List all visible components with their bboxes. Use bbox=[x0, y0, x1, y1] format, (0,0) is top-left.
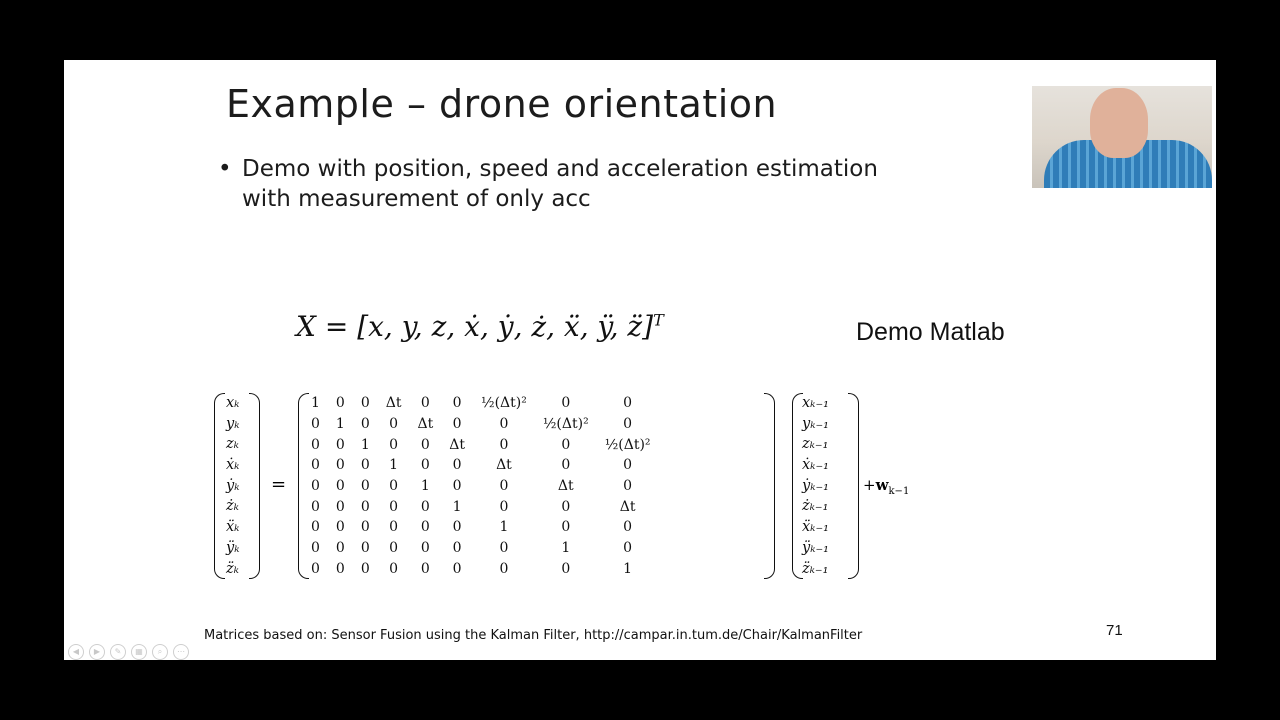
matrix-cell: 0 bbox=[452, 395, 462, 412]
matrix-cell: 0 bbox=[389, 540, 399, 557]
matrix-cell: 0 bbox=[452, 478, 462, 495]
matrix-cell: 0 bbox=[561, 436, 571, 453]
more-options-icon[interactable]: ⋯ bbox=[173, 644, 189, 660]
matrix-cell: 1 bbox=[499, 519, 509, 536]
demo-matlab-label: Demo Matlab bbox=[856, 318, 1005, 346]
matrix-cell: 0 bbox=[311, 457, 320, 474]
matrix-cell: 0 bbox=[499, 540, 509, 557]
matrix-cell: Δt bbox=[449, 436, 466, 453]
matrix-cell: 0 bbox=[623, 540, 633, 557]
matrix-cell: 0 bbox=[389, 498, 399, 515]
matrix-cell: 0 bbox=[311, 416, 320, 433]
matrix-row bbox=[303, 455, 659, 476]
matrix-cell: Δt bbox=[619, 498, 636, 515]
rhs-vector-entry: zₖ₋₁ bbox=[802, 436, 829, 453]
matrix-cell: 0 bbox=[561, 498, 571, 515]
lhs-state-vector bbox=[226, 393, 239, 579]
matrix-cell: 0 bbox=[420, 560, 430, 577]
rhs-vector-entry: z̈ₖ₋₁ bbox=[802, 560, 829, 577]
matrix-row bbox=[303, 393, 659, 414]
transpose-superscript: T bbox=[653, 310, 664, 330]
matrix-cell: 0 bbox=[623, 457, 633, 474]
matrix-cell: 0 bbox=[360, 416, 370, 433]
process-noise-term bbox=[863, 476, 909, 497]
matrix-cell: Δt bbox=[557, 478, 574, 495]
matrix-cell: 1 bbox=[623, 560, 633, 577]
matrix-row bbox=[303, 414, 659, 435]
presentation-slide bbox=[64, 60, 1216, 660]
pen-icon[interactable]: ✎ bbox=[110, 644, 126, 660]
matrix-cell: 0 bbox=[360, 560, 370, 577]
rhs-vector-entry: żₖ₋₁ bbox=[802, 498, 829, 515]
matrix-row bbox=[303, 559, 659, 580]
matrix-cell: 0 bbox=[561, 560, 571, 577]
matrix-cell: 0 bbox=[499, 498, 509, 515]
slides-grid-icon[interactable]: ▦ bbox=[131, 644, 147, 660]
matrix-cell: 0 bbox=[389, 416, 399, 433]
matrix-cell: 1 bbox=[360, 436, 370, 453]
matrix-cell: 0 bbox=[420, 540, 430, 557]
slideshow-toolbar bbox=[68, 644, 189, 660]
matrix-cell: 0 bbox=[623, 395, 633, 412]
matrix-cell: ½(Δt)² bbox=[604, 436, 651, 453]
lhs-vector-entry: żₖ bbox=[226, 498, 239, 515]
rhs-vector-entry: ẍₖ₋₁ bbox=[802, 519, 829, 536]
matrix-cell: 0 bbox=[311, 540, 320, 557]
matrix-cell: 0 bbox=[335, 457, 345, 474]
matrix-cell: 0 bbox=[420, 436, 430, 453]
lhs-vector-entry: z̈ₖ bbox=[226, 560, 239, 577]
equals-sign: = bbox=[271, 474, 287, 495]
lhs-vector-entry: ÿₖ bbox=[226, 539, 240, 556]
matrix-row bbox=[303, 496, 659, 517]
bullet-line-2: with measurement of only acc bbox=[242, 186, 591, 212]
matrix-cell: Δt bbox=[417, 416, 434, 433]
matrix-cell: 0 bbox=[623, 478, 633, 495]
matrix-cell: Δt bbox=[496, 457, 512, 474]
matrix-cell: 0 bbox=[335, 478, 345, 495]
matrix-cell: 0 bbox=[335, 519, 345, 536]
matrix-cell: 0 bbox=[420, 457, 430, 474]
matrix-cell: 0 bbox=[420, 395, 430, 412]
rhs-vector-entry: ÿₖ₋₁ bbox=[802, 539, 829, 556]
matrix-row bbox=[303, 434, 659, 455]
matrix-cell: 0 bbox=[452, 416, 462, 433]
matrix-cell: 0 bbox=[561, 519, 571, 536]
matrix-row bbox=[303, 538, 659, 559]
noise-plus: + bbox=[863, 476, 876, 494]
matrix-cell: 0 bbox=[311, 436, 320, 453]
noise-subscript: k−1 bbox=[888, 486, 910, 497]
matrix-cell: 0 bbox=[360, 395, 370, 412]
matrix-cell: 0 bbox=[335, 560, 345, 577]
state-vector-equation bbox=[296, 310, 664, 343]
matrix-cell: 0 bbox=[360, 540, 370, 557]
matrix-cell: 0 bbox=[623, 416, 633, 433]
footnote-reference: Matrices based on: Sensor Fusion using the Kalman Filter, http://campar.in.tum.de/Chair/KalmanFilter bbox=[204, 628, 863, 643]
matrix-cell: 1 bbox=[452, 498, 462, 515]
page-number: 71 bbox=[1106, 622, 1123, 639]
presenter-head bbox=[1090, 88, 1148, 158]
matrix-cell: 0 bbox=[360, 457, 370, 474]
bullet-dot: • bbox=[218, 156, 232, 182]
bullet-line-1: Demo with position, speed and acceleration estimation bbox=[242, 156, 878, 182]
matrix-cell: 1 bbox=[335, 416, 345, 433]
lhs-right-paren bbox=[249, 393, 260, 579]
matrix-cell: 0 bbox=[311, 560, 320, 577]
matrix-cell: 0 bbox=[389, 478, 399, 495]
matrix-cell: 0 bbox=[499, 436, 509, 453]
matrix-cell: 0 bbox=[360, 519, 370, 536]
matrix-cell: 0 bbox=[389, 519, 399, 536]
rhs-vector-entry: ẋₖ₋₁ bbox=[802, 457, 829, 474]
matrix-cell: 0 bbox=[561, 395, 571, 412]
matrix-cell: 0 bbox=[499, 560, 509, 577]
rhs-state-vector bbox=[802, 393, 829, 579]
rhs-vector-entry: ẏₖ₋₁ bbox=[802, 477, 829, 494]
matrix-cell: 0 bbox=[389, 560, 399, 577]
matrix-cell: 0 bbox=[420, 498, 430, 515]
bullet-point bbox=[218, 154, 878, 214]
matrix-cell: 0 bbox=[499, 478, 509, 495]
matrix-cell: 0 bbox=[389, 436, 399, 453]
matrix-row bbox=[303, 476, 659, 497]
matrix-cell: 0 bbox=[360, 498, 370, 515]
matrix-row bbox=[303, 517, 659, 538]
matrix-cell: Δt bbox=[385, 395, 402, 412]
lhs-left-paren bbox=[214, 393, 225, 579]
matrix-cell: 1 bbox=[420, 478, 430, 495]
matrix-cell: 0 bbox=[452, 560, 462, 577]
matrix-cell: 1 bbox=[389, 457, 399, 474]
matrix-cell: 0 bbox=[335, 395, 345, 412]
matrix-cell: 0 bbox=[311, 478, 320, 495]
matrix-cell: 0 bbox=[360, 478, 370, 495]
lhs-vector-entry: yₖ bbox=[226, 415, 240, 432]
matrix-right-paren bbox=[764, 393, 775, 579]
matrix-cell: 0 bbox=[335, 436, 345, 453]
matrix-cell: 0 bbox=[311, 519, 320, 536]
noise-symbol: w bbox=[875, 476, 889, 494]
rhs-vector-entry: xₖ₋₁ bbox=[802, 395, 829, 411]
next-slide-icon[interactable]: ▶ bbox=[89, 644, 105, 660]
lhs-vector-entry: ẍₖ bbox=[226, 519, 240, 536]
matrix-cell: 0 bbox=[452, 457, 462, 474]
matrix-cell: 1 bbox=[561, 540, 571, 557]
lhs-vector-entry: ẏₖ bbox=[226, 477, 240, 494]
matrix-cell: 0 bbox=[623, 519, 633, 536]
matrix-cell: 0 bbox=[335, 498, 345, 515]
matrix-cell: 0 bbox=[499, 416, 509, 433]
matrix-cell: ½(Δt)² bbox=[481, 395, 527, 412]
state-equation-text: X = [x, y, z, ẋ, ẏ, ż, ẍ, ÿ, z̈] bbox=[296, 310, 654, 343]
matrix-cell: 0 bbox=[335, 540, 345, 557]
rhs-right-paren bbox=[848, 393, 859, 579]
previous-slide-icon[interactable]: ◀ bbox=[68, 644, 84, 660]
matrix-cell: 0 bbox=[452, 519, 462, 536]
matrix-cell: 0 bbox=[311, 498, 320, 515]
rhs-vector-entry: yₖ₋₁ bbox=[802, 415, 829, 432]
matrix-cell: 0 bbox=[452, 540, 462, 557]
lhs-vector-entry: ẋₖ bbox=[226, 457, 240, 474]
matrix-cell: 0 bbox=[561, 457, 571, 474]
matrix-cell: 0 bbox=[420, 519, 430, 536]
matrix-cell: ½(Δt)² bbox=[542, 416, 589, 433]
lhs-vector-entry: zₖ bbox=[226, 436, 239, 453]
slide-title: Example – drone orientation bbox=[226, 82, 778, 126]
lhs-vector-entry: xₖ bbox=[226, 395, 240, 411]
webcam-overlay bbox=[1032, 86, 1212, 188]
zoom-icon[interactable]: ⌕ bbox=[152, 644, 168, 660]
transition-matrix bbox=[303, 393, 659, 579]
matrix-cell: 1 bbox=[311, 395, 320, 412]
